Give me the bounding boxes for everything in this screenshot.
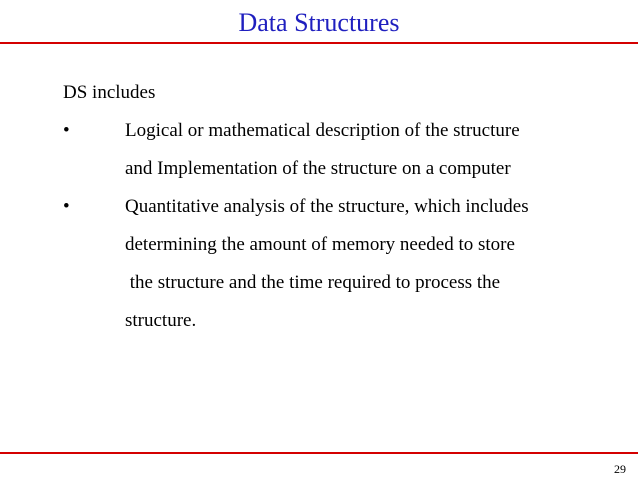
slide-title: Data Structures <box>238 8 400 37</box>
bullet-item-1 <box>63 120 623 158</box>
bullet-1-line-1: Logical or mathematical description of the structure <box>125 120 520 141</box>
bullet-2-line-4: structure. <box>125 310 197 331</box>
bullet-2-line-1: Quantitative analysis of the structure, which includes <box>125 196 529 217</box>
bullet-2-line-2: determining the amount of memory needed to store <box>125 234 515 255</box>
bullet-1-line-2: and Implementation of the structure on a computer <box>125 158 511 179</box>
top-divider <box>0 42 638 44</box>
bullet-marker: • <box>63 196 70 217</box>
intro-text: DS includes <box>63 82 156 103</box>
bullet-2-line-3: the structure and the time required to process the <box>125 272 501 293</box>
page-number: 29 <box>614 462 626 476</box>
bullet-item-2 <box>63 196 623 234</box>
slide-content <box>63 82 623 348</box>
bullet-marker: • <box>63 120 70 141</box>
bottom-divider <box>0 452 638 454</box>
